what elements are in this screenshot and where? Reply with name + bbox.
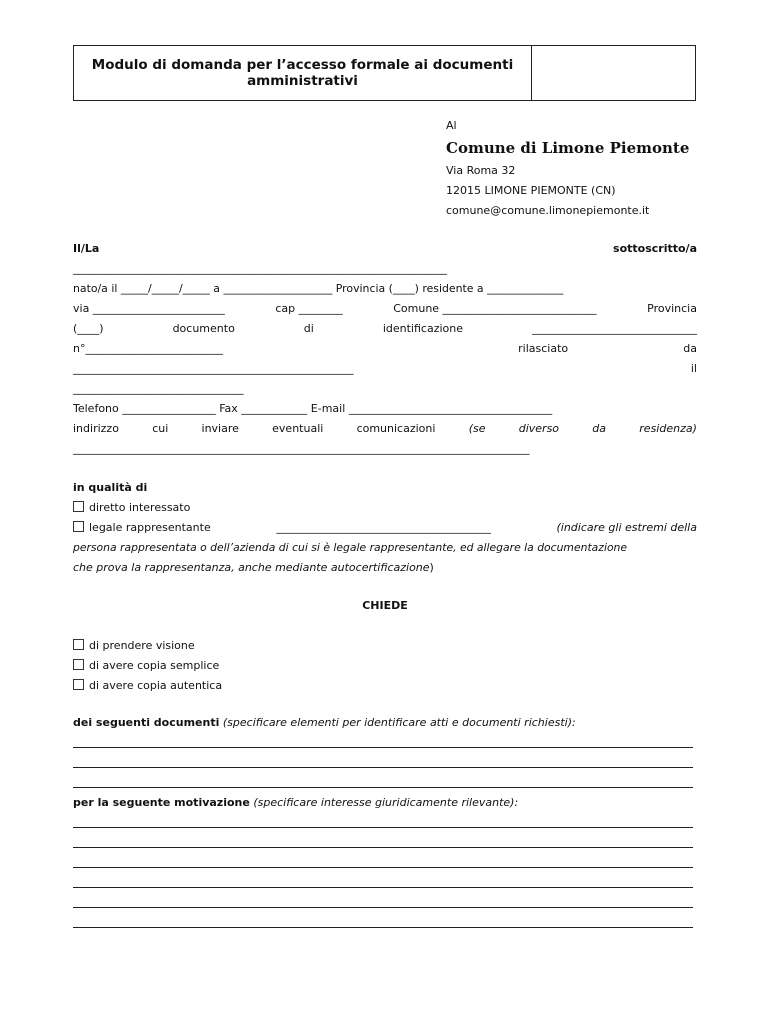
applicant-heading-row xyxy=(73,242,697,255)
da-word: da xyxy=(683,342,697,355)
document-row[interactable] xyxy=(73,322,697,335)
checkbox-direct[interactable] xyxy=(73,501,84,512)
di-word: di xyxy=(303,322,314,335)
motivation-heading xyxy=(73,796,518,809)
form-title: Modulo di domanda per l’accesso formale ai documenti amministrativi xyxy=(74,46,532,100)
issuer-row[interactable] xyxy=(73,362,697,375)
addr-word-4: eventuali xyxy=(272,422,324,435)
documents-heading xyxy=(73,716,576,729)
capacity-option-legal-label: legale rappresentante xyxy=(89,521,211,534)
documents-label: dei seguenti documenti xyxy=(73,716,220,729)
legal-note-line-2: persona rappresentata o dell’azienda di cui si è legale rappresentante, ed allegare la documentazione xyxy=(73,541,628,554)
chiede-heading: CHIEDE xyxy=(362,599,408,612)
addr-word-7: diverso xyxy=(518,422,560,435)
motivation-line-1[interactable] xyxy=(73,827,693,828)
motivation-hint: (specificare interesse giuridicamente rilevante): xyxy=(253,796,519,809)
addr-word-8: da xyxy=(592,422,607,435)
provincia-label: Provincia xyxy=(647,302,697,315)
documents-line-2[interactable] xyxy=(73,767,693,768)
documents-line-1[interactable] xyxy=(73,747,693,748)
sottoscritto-label: sottoscritto/a xyxy=(613,242,697,255)
address-row[interactable] xyxy=(73,302,697,315)
addr-word-5: comunicazioni xyxy=(356,422,436,435)
addr-word-9: residenza) xyxy=(639,422,697,435)
motivation-line-2[interactable] xyxy=(73,847,693,848)
document-number-field[interactable]: n°_________________________ xyxy=(73,342,223,355)
documents-line-3[interactable] xyxy=(73,787,693,788)
rilasciato-word: rilasciato xyxy=(518,342,569,355)
addr-word-2: cui xyxy=(152,422,169,435)
motivation-label: per la seguente motivazione xyxy=(73,796,250,809)
capacity-heading: in qualità di xyxy=(73,481,148,494)
form-header xyxy=(73,45,696,101)
identification-blank[interactable]: ______________________________ xyxy=(531,322,697,335)
provincia-field[interactable]: (____) xyxy=(73,322,104,335)
cap-field[interactable]: cap ________ xyxy=(275,302,343,315)
legal-note-line-3-text: che prova la rappresentanza, anche mediante autocertificazione xyxy=(73,561,430,574)
identificazione-word: identificazione xyxy=(382,322,463,335)
checkbox-simple-copy[interactable] xyxy=(73,659,84,670)
contact-row[interactable]: Telefono _________________ Fax ____________ E-mail _____________________________________ xyxy=(73,402,553,415)
legal-note-close: ) xyxy=(429,561,434,574)
legal-representative-note: (indicare gli estremi della xyxy=(556,521,697,534)
il-la-label: Il/La xyxy=(73,242,100,255)
checkbox-legal[interactable] xyxy=(73,521,84,532)
birth-residence-row[interactable]: nato/a il _____/_____/_____ a ____________________ Provincia (____) residente a ______________ xyxy=(73,282,564,295)
name-blank[interactable]: ____________________________________________________________________ xyxy=(73,262,447,275)
request-option-simple-copy[interactable] xyxy=(73,659,219,672)
header-empty-cell xyxy=(532,46,695,100)
addr-word-3: inviare xyxy=(201,422,239,435)
capacity-option-direct-label: diretto interessato xyxy=(89,501,191,514)
capacity-option-legal[interactable] xyxy=(73,521,697,534)
capacity-option-direct[interactable] xyxy=(73,501,190,514)
request-option-view[interactable] xyxy=(73,639,195,652)
request-option-simple-copy-label: di avere copia semplice xyxy=(89,659,220,672)
recipient-name: Comune di Limone Piemonte xyxy=(446,139,690,157)
request-option-certified-copy-label: di avere copia autentica xyxy=(89,679,223,692)
addr-word-1: indirizzo xyxy=(73,422,119,435)
il-word: il xyxy=(690,362,697,375)
issuer-blank[interactable]: ___________________________________________________ xyxy=(73,362,354,375)
request-option-view-label: di prendere visione xyxy=(89,639,195,652)
addr-word-6: (se xyxy=(468,422,486,435)
motivation-line-6[interactable] xyxy=(73,927,693,928)
motivation-line-4[interactable] xyxy=(73,887,693,888)
document-number-row[interactable] xyxy=(73,342,697,355)
checkbox-view[interactable] xyxy=(73,639,84,650)
via-field[interactable]: via ________________________ xyxy=(73,302,225,315)
recipient-street: Via Roma 32 xyxy=(446,164,516,177)
issue-date-blank[interactable]: _______________________________ xyxy=(73,382,244,395)
checkbox-certified-copy[interactable] xyxy=(73,679,84,690)
documents-hint: (specificare elementi per identificare atti e documenti richiesti): xyxy=(222,716,576,729)
legal-note-line-3 xyxy=(73,561,434,574)
request-option-certified-copy[interactable] xyxy=(73,679,222,692)
motivation-line-5[interactable] xyxy=(73,907,693,908)
correspondence-address-blank[interactable]: ___________________________________________________________________________________ xyxy=(73,442,530,455)
motivation-line-3[interactable] xyxy=(73,867,693,868)
recipient-email: comune@comune.limonepiemonte.it xyxy=(446,204,650,217)
recipient-prefix: Al xyxy=(446,119,457,132)
documento-word: documento xyxy=(172,322,235,335)
recipient-city: 12015 LIMONE PIEMONTE (CN) xyxy=(446,184,616,197)
comune-field[interactable]: Comune ____________________________ xyxy=(393,302,597,315)
legal-representative-blank[interactable]: _______________________________________ xyxy=(276,521,491,534)
correspondence-address-row xyxy=(73,422,697,435)
